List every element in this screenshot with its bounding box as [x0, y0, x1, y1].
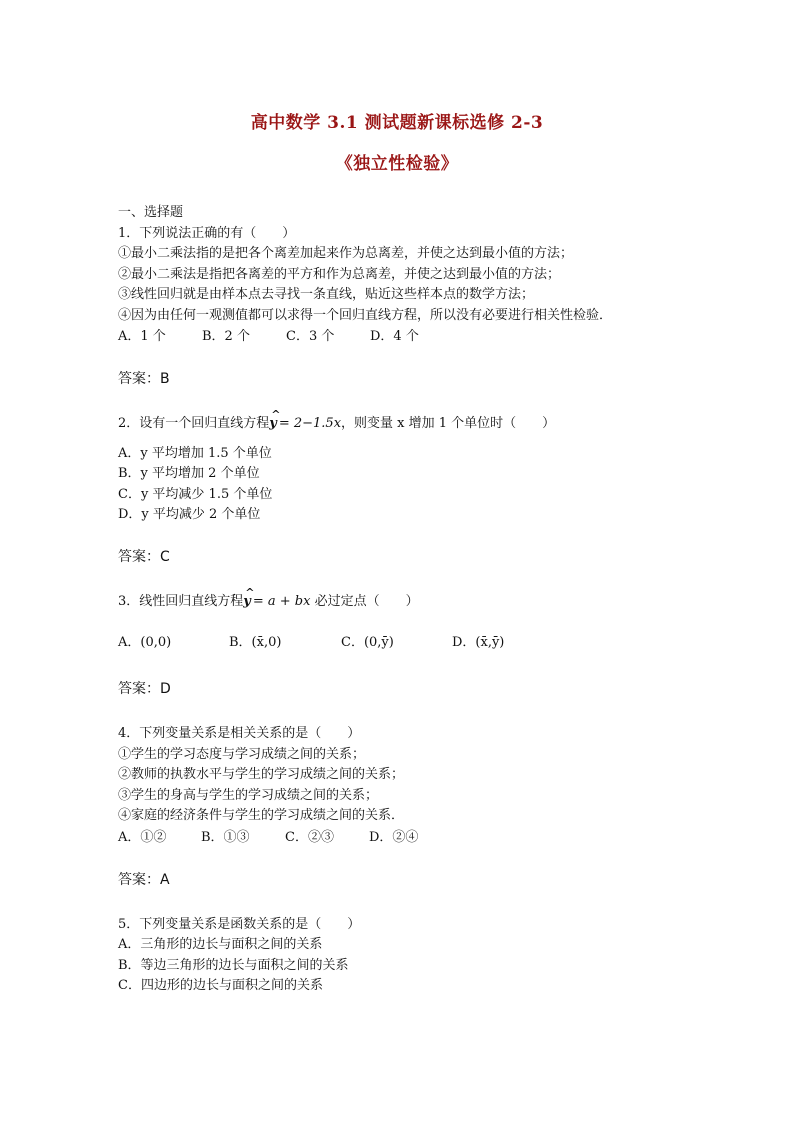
option-c: C．(0,ȳ) — [341, 635, 394, 650]
option-b: B．2 个 — [202, 329, 250, 344]
option-b: B．(x̄,0) — [229, 635, 282, 650]
answer: 答案：C — [118, 548, 170, 565]
question-stem: 5．下列变量关系是函数关系的是（ ） — [118, 916, 361, 932]
option-d: D．②④ — [369, 829, 419, 845]
option-a: A．(0,0) — [118, 635, 172, 650]
document-body — [118, 203, 718, 997]
question-stem: 3．线性回归直线方程y ^ = a + bx 必过定点（ ） — [118, 592, 718, 613]
options-row — [118, 632, 718, 654]
regression-equation: = 2−1.5x — [278, 416, 342, 431]
document-subtitle: 《独立性检验》 — [335, 154, 459, 174]
option-b: B．①③ — [201, 829, 250, 845]
statement: ②最小二乘法是指把各离差的平方和作为总离差，并使之达到最小值的方法； — [118, 266, 561, 282]
option-a: A．三角形的边长与面积之间的关系 — [118, 937, 323, 952]
option-c: C．四边形的边长与面积之间的关系 — [118, 978, 323, 993]
question-3 — [118, 592, 718, 701]
statement: ①最小二乘法指的是把各个离差加起来作为总离差，并使之达到最小值的方法； — [118, 246, 574, 261]
options-row — [118, 326, 718, 348]
statement: ③学生的身高与学生的学习成绩之间的关系； — [118, 787, 379, 803]
option-b: B．y 平均增加 2 个单位 — [118, 466, 260, 481]
statement: ②教师的执教水平与学生的学习成绩之间的关系； — [118, 767, 405, 782]
option-b: B．等边三角形的边长与面积之间的关系 — [118, 957, 349, 973]
document-title: 高中数学 3.1 测试题新课标选修 2-3 — [250, 113, 544, 133]
question-stem: 1．下列说法正确的有（ ） — [118, 225, 296, 241]
answer: 答案：B — [118, 371, 170, 387]
question-2 — [118, 414, 718, 568]
y-hat-symbol: y ^ — [269, 414, 277, 435]
answer: 答案：D — [118, 681, 171, 697]
question-stem: 2．设有一个回归直线方程y ^ = 2−1.5x，则变量 x 增加 1 个单位时（ ） — [118, 414, 718, 435]
question-1 — [118, 224, 718, 391]
statement: ④因为由任何一观测值都可以求得一个回归直线方程，所以没有必要进行相关性检验． — [118, 307, 613, 323]
y-hat-symbol: y ^ — [243, 592, 251, 613]
statement: ③线性回归就是由样本点去寻找一条直线，贴近这些样本点的数学方法； — [118, 287, 535, 302]
option-a: A．①② — [118, 829, 167, 845]
option-a: A．1 个 — [118, 329, 166, 344]
statement: ④家庭的经济条件与学生的学习成绩之间的关系． — [118, 808, 405, 823]
question-5 — [118, 915, 718, 997]
option-c: C．3 个 — [286, 329, 335, 344]
options-row — [118, 827, 718, 849]
question-stem: 4．下列变量关系是相关关系的是（ ） — [118, 726, 361, 741]
option-a: A．y 平均增加 1.5 个单位 — [118, 445, 272, 461]
option-c: C．②③ — [285, 829, 334, 845]
answer: 答案：A — [118, 871, 170, 888]
section-heading: 一、选择题 — [118, 205, 184, 220]
option-d: D．y 平均减少 2 个单位 — [118, 507, 261, 522]
statement: ①学生的学习态度与学习成绩之间的关系； — [118, 746, 366, 762]
regression-equation: = a + bx — [252, 593, 311, 609]
option-d: D．(x̄,ȳ) — [452, 635, 505, 650]
question-4 — [118, 724, 718, 891]
option-d: D．4 个 — [370, 329, 419, 344]
option-c: C．y 平均减少 1.5 个单位 — [118, 486, 273, 502]
